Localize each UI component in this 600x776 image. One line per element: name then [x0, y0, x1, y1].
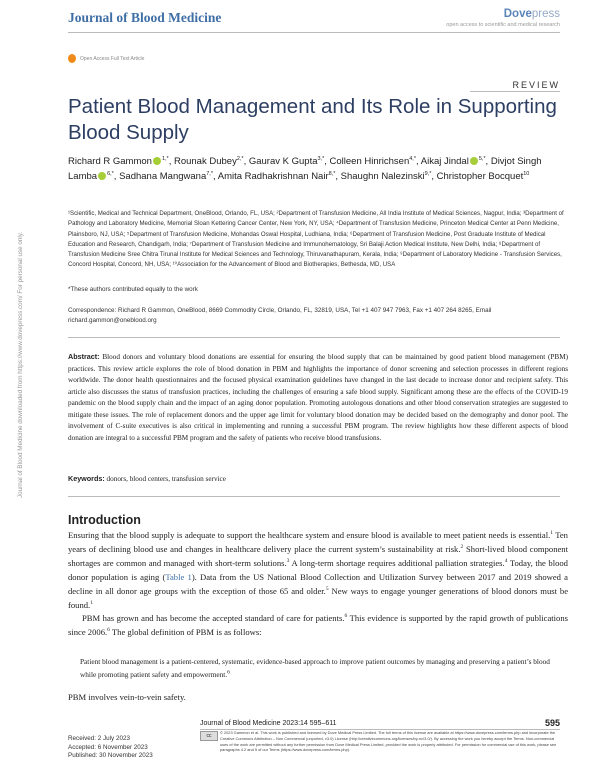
- author-name: Christopher Bocquet: [436, 170, 524, 182]
- sidebar-text: Journal of Blood Medicine downloaded from https://www.dovepress.com/ For personal use only.: [17, 231, 24, 498]
- author-name: Gaurav K Gupta: [248, 156, 318, 167]
- publisher-logo: [446, 8, 560, 28]
- open-access-label: [68, 54, 144, 63]
- author-name: Colleen Hinrichsen: [329, 156, 410, 167]
- citation-marker[interactable]: 6: [344, 613, 348, 620]
- keywords-label: Keywords:: [68, 474, 105, 483]
- affiliations: ¹Scientific, Medical and Technical Department, OneBlood, Orlando, FL, USA; ²Department of Transfusion Medicine, All India Institute of Medical Sciences, Nagpur, India; ³Department of Pathology and Laboratory Medicine, Memorial Sloan Kettering Cancer Center, New York, NY, USA; ⁴Department of Transfusion Medicine, Princeton Medical Center at Penn Medicine, Plainsboro, NJ, USA; ⁵Department of Transfusion Medicine, Mohandas Oswal Hospital, Ludhiana, India; ⁶Department of Transfusion Medicine, Post Graduate Institute of Medical Education and Research, Chandigarh, India; ⁷Department of Transfusion Medicine and Immunohematology, Sri Balaji Action Medical Institute, New Delhi, India; ⁸Department of Transfusion Medicine Sree Chitra Tirunal Institute for Medical Sciences and Technology, Thiruvanathapuram, Kerala, India; ⁹Department of Laboratory Medicine - Transfusion Services, Concord Hospital, Concord, NH, USA; ¹⁰Association for the Advancement of Blood and Biotherapies, Bethesda, MD, USA: [68, 210, 564, 269]
- citation-marker[interactable]: 4: [504, 557, 508, 564]
- introduction-body: [68, 529, 568, 640]
- paragraph-2: PBM has grown and has become the accepted standard of care for patients.$^6$ This evidence is supported by the rapid growth of publications since 2006.$^6$ The global definition of PBM is as follows:: [68, 613, 568, 638]
- header-divider: [68, 32, 560, 33]
- type-divider: [470, 91, 560, 92]
- received-date: Received: 2 July 2023: [68, 735, 130, 742]
- article-type: REVIEW: [512, 80, 560, 90]
- equal-contribution-note: *These authors contributed equally to the work: [68, 286, 198, 293]
- author-name: Aikaj Jindal: [420, 156, 469, 167]
- author-name: Amita Radhakrishnan Nair: [217, 170, 329, 182]
- author-affiliation-marker: 2,*: [236, 155, 244, 162]
- author-affiliation-marker: 8,*: [328, 170, 336, 177]
- abstract: [68, 351, 568, 444]
- citation-marker[interactable]: 2: [460, 544, 464, 551]
- author-affiliation-marker: 1,*: [161, 155, 169, 162]
- creative-commons-icon: cc: [200, 731, 218, 741]
- publisher-bold: Dove: [503, 8, 532, 20]
- author-affiliation-marker: 6,*: [107, 170, 114, 177]
- orcid-icon[interactable]: [98, 172, 106, 180]
- journal-name: Journal of Blood Medicine: [68, 10, 222, 25]
- download-sidebar-note: [8, 210, 38, 500]
- orcid-icon[interactable]: [470, 157, 478, 165]
- author-affiliation-marker: 4,*: [409, 155, 416, 162]
- author-affiliation-marker: 5,*: [478, 155, 486, 162]
- author-affiliation-marker: 9,*: [424, 170, 432, 177]
- author-name: Shaughn Nalezinski: [340, 170, 425, 182]
- author-name: Sadhana Mangwana: [119, 170, 207, 182]
- keywords: [68, 474, 226, 483]
- author-affiliation-marker: 10: [523, 170, 530, 177]
- citation-marker[interactable]: 6: [227, 669, 230, 676]
- abstract-text: Blood donors and voluntary blood donations are essential for ensuring the blood supply that can be maintained by good patient blood management (PBM) practices. This review article explores the role of blood donation in PBM and highlights the importance of donor screening and selection processes in different regions worldwide. The donor health questionnaires and the focused physical examination guidelines have changed in the last decade to increase donor and recipient safety. This article also discusses the status of transfusion practices, including the challenges of ensuring a safe blood supply. Significant among these are the effects of the COVID-19 pandemic on the blood supply chain and the impact of an aging donor population. Promoting autologous donations and other blood conservation strategies are suggested to mitigate these issues. The role of replacement donors and the upper age limit for voluntary blood donation may be decided based on the demography and donor pool. The involvement of C-suite executives is also critical in implementing and running a successful PBM program. The review highlights how these different aspects of blood donation are integral to a successful PBM program and the safety of patients who receive blood transfusions.: [68, 353, 569, 442]
- accepted-date: Accepted: 6 November 2023: [68, 743, 148, 751]
- pbm-definition-quote: Patient blood management is a patient-centered, systematic, evidence-based approach to improve patient outcomes by managing and preserving a patient’s blood while promoting patient safety and empowerment.$^6$: [80, 657, 550, 679]
- citation-marker[interactable]: 1: [550, 530, 554, 537]
- correspondence: Correspondence: Richard R Gammon, OneBlood, 8669 Commodity Circle, Orlando, FL, 32819, USA, Tel +1 407 947 7963, Fax +1 407 264 8265, Email richard.gammon@oneblood.org: [68, 307, 492, 324]
- citation-marker[interactable]: 5: [325, 585, 329, 592]
- table-link[interactable]: Table 1: [165, 571, 192, 582]
- author-affiliation-marker: 3,*: [317, 155, 325, 162]
- paragraph-3: PBM involves vein-to-vein safety.: [68, 692, 186, 702]
- citation-marker[interactable]: 3: [286, 557, 290, 564]
- open-access-icon: [68, 54, 76, 63]
- publication-dates: [68, 735, 153, 761]
- license-text: © 2023 Gammon et al. This work is published and licensed by Dove Medical Press Limited. The full terms of this license are available at https://www.dovepress.com/terms.php and incorporate the Creative Commons Attribution – Non Commercial (unported, v3.0) License (http://creativecommons.org/licenses/by-nc/3.0/). By accessing the work you hereby accept the Terms. Non-commercial uses of the work are permitted without any further permission from Dove Medical Press Limited, provided the work is properly attributed. For permission for commercial use of this work, please see paragraphs 4.2 and 5 of our Terms (https://www.dovepress.com/terms.php).: [220, 730, 557, 753]
- open-access-text: Open Access Full Text Article: [80, 55, 145, 62]
- page-number: 595: [544, 718, 560, 728]
- abstract-label: Abstract:: [68, 352, 100, 361]
- author-name: Divjot Singh Lamba: [68, 156, 542, 182]
- abstract-top-divider: [68, 337, 560, 338]
- paragraph-1: Ensuring that the blood supply is adequate to support the healthcare system and ensure blood is available to meet patient needs is essential.$^1$ Ten years of declining blood use and changes in healthcare delivery place the current system’s sustainability at risk.$^2$ Short-lived blood component shortages are common and managed with short-term solutions.$^3$ A long-term shortage requires additional palliation strategies.$^4$ Today, the blood donor population is aging (Table 1). Data from the US National Blood Collection and Utilization Survey between 2017 and 2019 showed a decline in all donor age groups with the exception of those 65 and older.$^5$ New ways to engage younger generations of blood donors must be found.$^1$: [68, 530, 569, 610]
- citation-marker[interactable]: 6: [107, 627, 110, 634]
- author-name: Rounak Dubey: [173, 156, 237, 167]
- orcid-icon[interactable]: [153, 157, 161, 165]
- author-list: Richard R Gammon $^{1,*}$, Rounak Dubey$^{2,*}$, Gaurav K Gupta$^{3,*}$, Colleen Hinrichsen$^{4,*}$, Aikaj Jindal $^{5,*}$, Divjot Singh Lamba $^{6,*}$, Sadhana Mangwana$^{7,*}$, Amita Radhakrishnan Nair$^{8,*}$, Shaughn Nalezinski$^{9,*}$, Christopher Bocquet$^{10}$: [68, 155, 542, 182]
- published-date: Published: 30 November 2023: [68, 752, 153, 759]
- footer-journal-reference: Journal of Blood Medicine 2023:14 595–611: [200, 720, 337, 727]
- author-affiliation-marker: 7,*: [206, 170, 213, 177]
- publisher-light: press: [531, 8, 560, 20]
- article-title: Patient Blood Management and Its Role in Supporting Blood Supply: [68, 95, 557, 144]
- publisher-tagline: open access to scientific and medical research: [446, 22, 560, 28]
- citation-marker[interactable]: 1: [90, 599, 93, 606]
- section-heading-introduction: Introduction: [68, 513, 141, 527]
- abstract-bottom-divider: [68, 496, 560, 497]
- author-name: Richard R Gammon: [68, 156, 152, 167]
- keywords-text: donors, blood centers, transfusion service: [106, 475, 226, 483]
